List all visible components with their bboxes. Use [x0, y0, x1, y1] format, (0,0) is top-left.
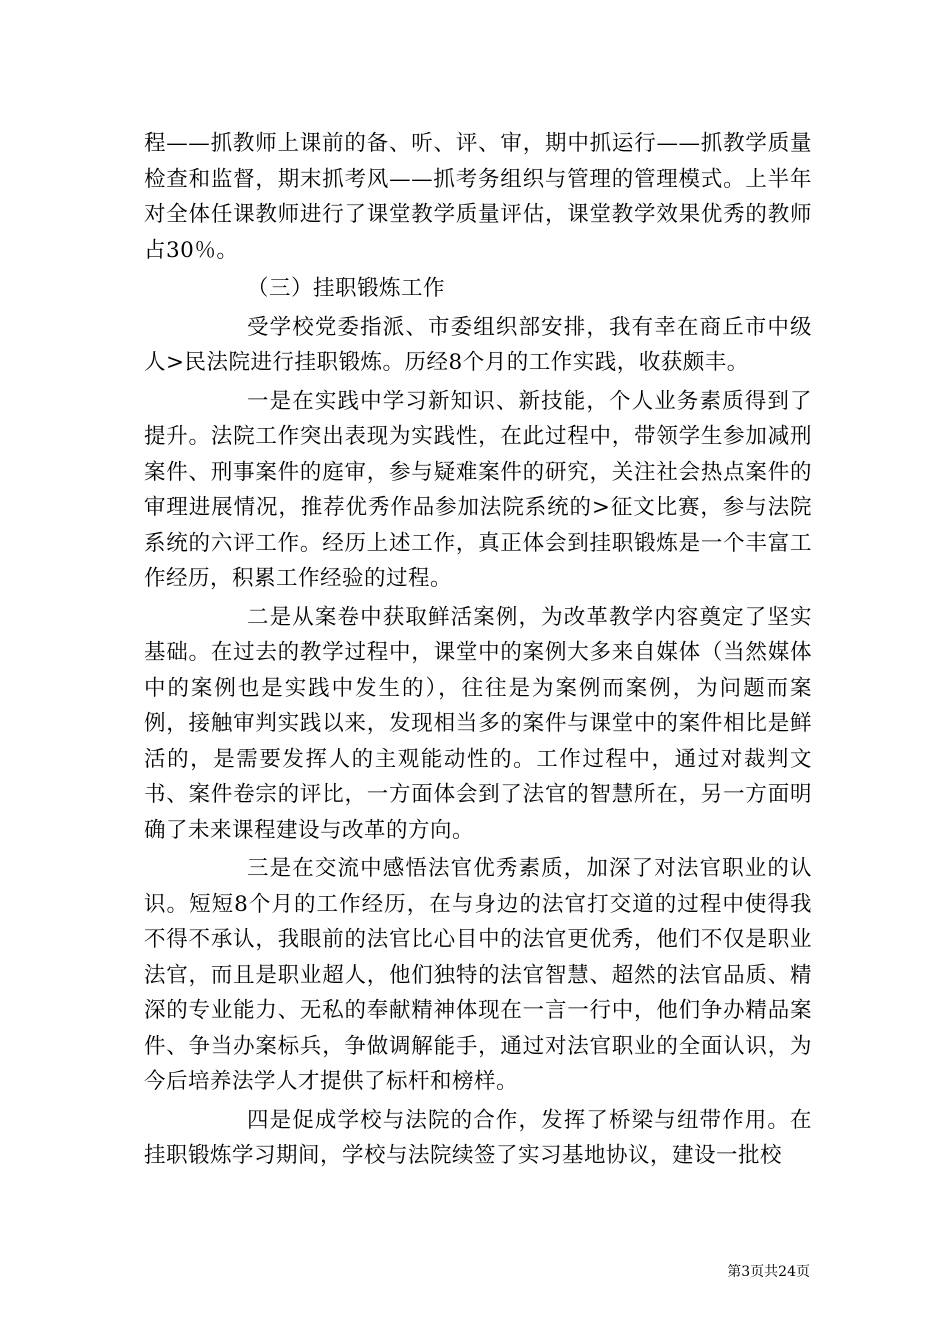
paragraph-intro: 受学校党委指派、市委组织部安排，我有幸在商丘市中级人>民法院进行挂职锻炼。历经8个月的工作实践，收获颇丰。 — [144, 314, 812, 375]
section-heading: （三）挂职锻炼工作 — [247, 276, 446, 301]
paragraph-point-one: 一是在实践中学习新知识、新技能，个人业务素质得到了提升。法院工作突出表现为实践性，在此过程中，带领学生参加减刑案件、刑事案件的庭审，参与疑难案件的研究，关注社会热点案件的审理进展情况，推荐优秀作品参加法院系统的>征文比赛，参与法院系统的六评工作。经历上述工作，真正体会到挂职锻炼是一个丰富工作经历，积累工作经验的过程。 — [144, 388, 812, 591]
paragraph-point-four: 四是促成学校与法院的合作，发挥了桥梁与纽带作用。在挂职锻炼学习期间，学校与法院续签了实习基地协议，建设一批校 — [144, 1107, 812, 1168]
document-body — [144, 126, 812, 1174]
page-number: 第3页共24页 — [727, 1264, 810, 1280]
paragraph-point-two: 二是从案卷中获取鲜活案例，为改革教学内容奠定了坚实基础。在过去的教学过程中，课堂中的案例大多来自媒体（当然媒体中的案例也是实践中发生的），往往是为案例而案例，为问题而案例，接触审判实践以来，发现相当多的案件与课堂中的案件相比是鲜活的，是需要发挥人的主观能动性的。工作过程中，通过对裁判文书、案件卷宗的评比，一方面体会到了法官的智慧所在，另一方面明确了未来课程建设与改革的方向。 — [144, 604, 812, 843]
paragraph-continuation: 程——抓教师上课前的备、听、评、审，期中抓运行——抓教学质量检查和监督，期末抓考风——抓考务组织与管理的管理模式。上半年对全体任课教师进行了课堂教学质量评估，课堂教学效果优秀的教师占30％。 — [144, 131, 812, 263]
paragraph-point-three: 三是在交流中感悟法官优秀素质，加深了对法官职业的认识。短短8个月的工作经历，在与身边的法官打交道的过程中使得我不得不承认，我眼前的法官比心目中的法官更优秀，他们不仅是职业法官，而且是职业超人，他们独特的法官智慧、超然的法官品质、精深的专业能力、无私的奉献精神体现在一言一行中，他们争办精品案件、争当办案标兵，争做调解能手，通过对法官职业的全面认识，为今后培养法学人才提供了标杆和榜样。 — [144, 856, 812, 1094]
